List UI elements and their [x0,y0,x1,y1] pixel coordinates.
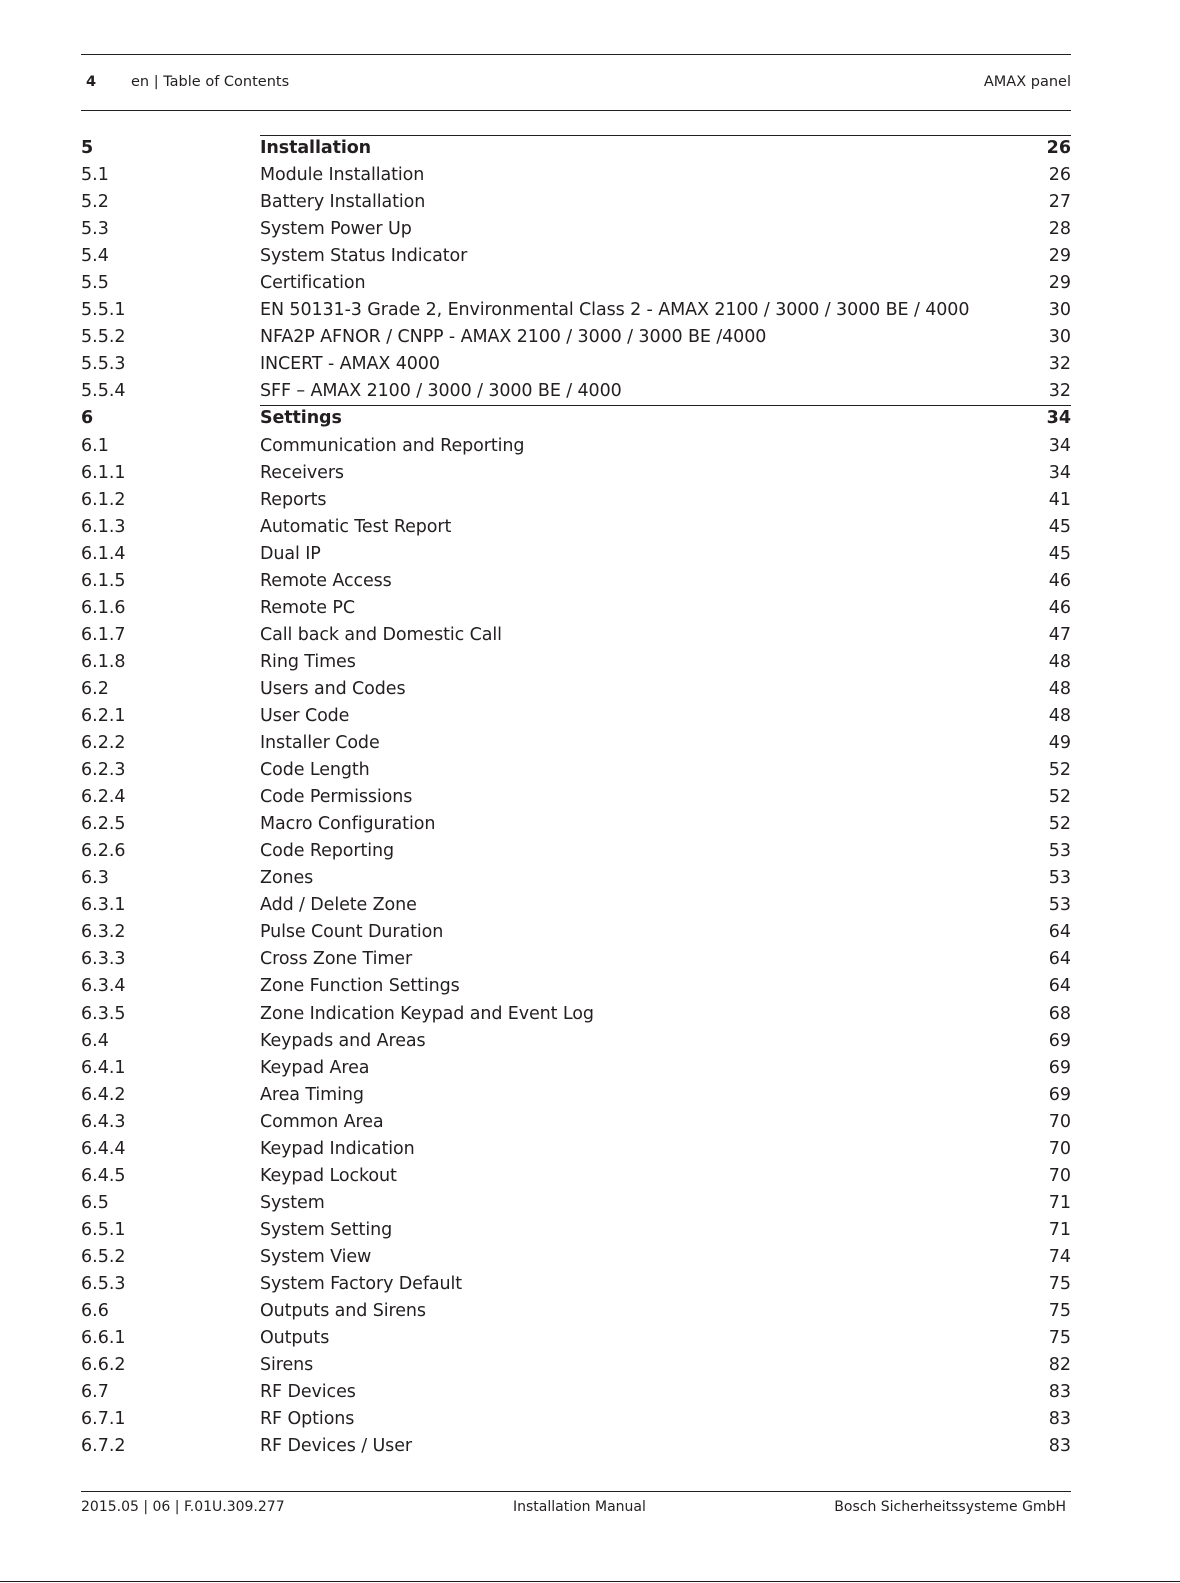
toc-section-title[interactable]: Installer Code [260,733,380,754]
toc-page-number: 75 [1048,1273,1071,1294]
toc-entry-row[interactable] [81,1109,1071,1136]
toc-page-number: 53 [1048,841,1071,862]
toc-entry-row[interactable] [81,541,1071,568]
toc-section-number: 5.1 [81,165,109,186]
toc-section-title[interactable]: Sirens [260,1355,314,1376]
toc-section-title[interactable]: EN 50131-3 Grade 2, Environmental Class 2 - AMAX 2100 / 3000 / 3000 BE / 4000 [260,300,970,321]
toc-page-number: 83 [1048,1436,1071,1457]
product-name: AMAX panel [983,74,1071,90]
toc-page-number: 53 [1048,895,1071,916]
toc-section-title[interactable]: Common Area [260,1111,384,1132]
toc-section-title[interactable]: Battery Installation [260,192,426,213]
toc-section-number: 5.5.1 [81,300,126,321]
toc-section-title[interactable]: Keypad Area [260,1057,370,1078]
toc-entry-row[interactable] [81,865,1071,892]
toc-page-number: 52 [1048,787,1071,808]
toc-section-title[interactable]: Outputs and Sirens [260,1301,426,1322]
toc-section-number: 6.3 [81,868,109,889]
page-edge-rule [0,1581,1180,1582]
toc-section-title[interactable]: Certification [260,273,366,294]
toc-entry-row[interactable] [81,514,1071,541]
toc-entry-row[interactable] [81,351,1071,378]
toc-section-title[interactable]: Zone Function Settings [260,976,460,997]
toc-section-number: 6.2.3 [81,760,126,781]
toc-section-number: 5.5.3 [81,354,126,375]
toc-section-number: 6.6.2 [81,1355,126,1376]
toc-page-number: 26 [1048,165,1071,186]
toc-page-number: 52 [1048,814,1071,835]
toc-page-number: 53 [1048,868,1071,889]
toc-page-number: 52 [1048,760,1071,781]
toc-section-number: 6.4.1 [81,1057,126,1078]
toc-section-title[interactable]: System [260,1192,325,1213]
toc-entry-row[interactable] [81,703,1071,730]
toc-entry-row[interactable] [81,649,1071,676]
toc-entry-row[interactable] [81,1298,1071,1325]
toc-entry-row[interactable] [81,433,1071,460]
toc-entry-row[interactable] [81,757,1071,784]
toc-page-number: 69 [1048,1057,1071,1078]
toc-section-number: 6.2.1 [81,705,126,726]
toc-entry-row[interactable] [81,270,1071,297]
toc-page-number: 49 [1048,733,1071,754]
toc-section-number: 6.2.2 [81,733,126,754]
toc-entry-row[interactable] [81,811,1071,838]
toc-section-number: 6.2.5 [81,814,126,835]
toc-page-number: 71 [1048,1219,1071,1240]
toc-page-number: 32 [1048,381,1071,402]
toc-entry-row[interactable] [81,1028,1071,1055]
toc-section-title[interactable]: Zone Indication Keypad and Event Log [260,1003,594,1024]
toc-section-title[interactable]: Receivers [260,462,344,483]
toc-entry-row[interactable] [81,838,1071,865]
toc-entry-row[interactable] [81,324,1071,351]
toc-section-number: 6.2.4 [81,787,126,808]
toc-section-title[interactable]: Area Timing [260,1084,364,1105]
toc-page-number: 83 [1048,1382,1071,1403]
toc-page-number: 71 [1048,1192,1071,1213]
toc-section-title[interactable]: Cross Zone Timer [260,949,413,970]
toc-section-number: 6.1.2 [81,489,126,510]
toc-entry-row[interactable] [81,622,1071,649]
toc-page-number: 26 [1046,138,1071,158]
toc-page-number: 29 [1048,273,1071,294]
toc-page-number: 48 [1048,705,1071,726]
toc-page-number: 48 [1048,678,1071,699]
toc-section-title[interactable]: Settings [260,408,342,429]
toc-section-number: 5.5 [81,273,109,294]
toc-page-number: 34 [1046,408,1071,429]
toc-section-title[interactable]: Outputs [260,1328,330,1349]
toc-page-number: 30 [1048,327,1071,348]
toc-page-number: 69 [1048,1084,1071,1105]
toc-section-title[interactable]: Macro Configuration [260,814,436,835]
toc-section-title[interactable]: RF Options [260,1409,355,1430]
toc-entry-row[interactable] [81,1136,1071,1163]
toc-entry-row[interactable] [81,1001,1071,1028]
toc-entry-row[interactable] [81,378,1071,405]
toc-section-number: 6.4.3 [81,1111,126,1132]
toc-section-number: 6.1.7 [81,624,126,645]
toc-section-title[interactable]: RF Devices [260,1382,356,1403]
toc-entry-row[interactable] [81,487,1071,514]
document-id: 2015.05 | 06 | F.01U.309.277 [81,1499,285,1515]
toc-section-number: 6.4.2 [81,1084,126,1105]
toc-entry-row[interactable] [81,1406,1071,1433]
toc-page-number: 29 [1048,246,1071,267]
toc-entry-row[interactable] [81,595,1071,622]
toc-entry-row[interactable] [81,216,1071,243]
header-bottom-rule [81,110,1071,111]
toc-entry-row[interactable] [81,460,1071,487]
toc-entry-row[interactable] [81,162,1071,189]
toc-page-number: 75 [1048,1328,1071,1349]
toc-entry-row[interactable] [81,1379,1071,1406]
toc-section-title[interactable]: System Power Up [260,219,412,240]
toc-section-title[interactable]: Call back and Domestic Call [260,624,502,645]
toc-section-title[interactable]: Code Reporting [260,841,395,862]
toc-section-number: 5.2 [81,192,109,213]
toc-section-number: 6.3.3 [81,949,126,970]
toc-page-number: 30 [1048,300,1071,321]
toc-entry-row[interactable] [81,1244,1071,1271]
toc-entry-row[interactable] [81,1082,1071,1109]
toc-section-title[interactable]: SFF – AMAX 2100 / 3000 / 3000 BE / 4000 [260,381,622,402]
toc-section-number: 6.7.2 [81,1436,126,1457]
toc-entry-row[interactable] [81,1190,1071,1217]
toc-section-title[interactable]: Pulse Count Duration [260,922,444,943]
toc-chapter-row[interactable] [81,405,1071,432]
toc-entry-row[interactable] [81,1433,1071,1460]
toc-section-title[interactable]: Keypads and Areas [260,1030,426,1051]
toc-section-title[interactable]: RF Devices / User [260,1436,412,1457]
toc-section-number: 6.3.4 [81,976,126,997]
toc-section-title[interactable]: System View [260,1246,372,1267]
toc-section-number: 6.3.1 [81,895,126,916]
toc-section-title[interactable]: Remote PC [260,597,355,618]
toc-page-number: 74 [1048,1246,1071,1267]
toc-page-number: 45 [1048,543,1071,564]
toc-page-number: 45 [1048,516,1071,537]
toc-section-title[interactable]: Dual IP [260,543,321,564]
toc-page-number: 46 [1048,570,1071,591]
toc-entry-row[interactable] [81,730,1071,757]
toc-entry-row[interactable] [81,973,1071,1000]
toc-section-number: 6.1.3 [81,516,126,537]
toc-section-title[interactable]: Users and Codes [260,678,406,699]
toc-page-number: 69 [1048,1030,1071,1051]
toc-page-number: 34 [1048,435,1071,456]
toc-section-title[interactable]: Automatic Test Report [260,516,452,537]
toc-section-title[interactable]: Code Permissions [260,787,413,808]
toc-section-number: 6.5.2 [81,1246,126,1267]
toc-section-title[interactable]: INCERT - AMAX 4000 [260,354,440,375]
toc-entry-row[interactable] [81,297,1071,324]
toc-entry-row[interactable] [81,1271,1071,1298]
toc-entry-row[interactable] [81,919,1071,946]
toc-section-title[interactable]: Ring Times [260,651,356,672]
toc-section-number: 6.1 [81,435,109,456]
toc-section-title[interactable]: User Code [260,705,350,726]
toc-section-title[interactable]: Zones [260,868,314,889]
company-name: Bosch Sicherheitssysteme GmbH [834,1499,1066,1515]
toc-section-number: 6.2 [81,678,109,699]
toc-entry-row[interactable] [81,243,1071,270]
page-header [81,72,1071,92]
toc-section-number: 6.7.1 [81,1409,126,1430]
toc-section-title[interactable]: Module Installation [260,165,425,186]
toc-section-title[interactable]: Add / Delete Zone [260,895,417,916]
toc-page-number: 34 [1048,462,1071,483]
toc-section-number: 6 [81,408,94,429]
toc-section-number: 5.4 [81,246,109,267]
toc-section-title[interactable]: Code Length [260,760,370,781]
toc-section-number: 6.3.2 [81,922,126,943]
toc-section-number: 6.4.5 [81,1165,126,1186]
toc-section-number: 6.6 [81,1301,109,1322]
toc-entry-row[interactable] [81,1217,1071,1244]
header-top-rule [81,54,1071,55]
toc-section-number: 5 [81,138,94,158]
toc-page-number: 82 [1048,1355,1071,1376]
toc-section-number: 6.5.1 [81,1219,126,1240]
toc-entry-row[interactable] [81,946,1071,973]
toc-section-title[interactable]: Reports [260,489,327,510]
toc-section-title[interactable]: Keypad Lockout [260,1165,397,1186]
toc-section-title[interactable]: System Status Indicator [260,246,468,267]
toc-page-number: 27 [1048,192,1071,213]
section-title: en | Table of Contents [131,74,290,90]
toc-entry-row[interactable] [81,1325,1071,1352]
toc-section-number: 6.4.4 [81,1138,126,1159]
toc-section-number: 6.6.1 [81,1328,126,1349]
toc-section-title[interactable]: Communication and Reporting [260,435,525,456]
toc-section-title[interactable]: NFA2P AFNOR / CNPP - AMAX 2100 / 3000 / 3000 BE /4000 [260,327,767,348]
toc-section-number: 5.5.4 [81,381,126,402]
toc-section-number: 6.1.8 [81,651,126,672]
toc-section-number: 6.1.1 [81,462,126,483]
toc-section-number: 6.4 [81,1030,109,1051]
toc-section-number: 6.5.3 [81,1273,126,1294]
toc-section-number: 6.1.4 [81,543,126,564]
toc-section-title[interactable]: Installation [260,138,372,158]
toc-entry-row[interactable] [81,1163,1071,1190]
toc-page-number: 64 [1048,922,1071,943]
toc-page-number: 47 [1048,624,1071,645]
toc-entry-row[interactable] [81,892,1071,919]
toc-page-number: 48 [1048,651,1071,672]
toc-page-number: 32 [1048,354,1071,375]
toc-page-number: 70 [1048,1165,1071,1186]
toc-section-title[interactable]: System Factory Default [260,1273,463,1294]
toc-page-number: 70 [1048,1138,1071,1159]
toc-page-number: 70 [1048,1111,1071,1132]
toc-page-number: 75 [1048,1301,1071,1322]
toc-section-number: 6.3.5 [81,1003,126,1024]
toc-entry-row[interactable] [81,1352,1071,1379]
toc-section-number: 6.5 [81,1192,109,1213]
toc-page-number: 64 [1048,949,1071,970]
toc-section-title[interactable]: System Setting [260,1219,393,1240]
toc-section-number: 6.2.6 [81,841,126,862]
toc-entry-row[interactable] [81,676,1071,703]
toc-page-number: 46 [1048,597,1071,618]
toc-section-number: 6.1.6 [81,597,126,618]
toc-entry-row[interactable] [81,1055,1071,1082]
toc-page-number: 83 [1048,1409,1071,1430]
toc-entry-row[interactable] [81,568,1071,595]
toc-entry-row[interactable] [81,784,1071,811]
page-number: 4 [86,74,97,90]
toc-section-number: 6.7 [81,1382,109,1403]
toc-section-number: 5.5.2 [81,327,126,348]
toc-page-number: 64 [1048,976,1071,997]
table-of-contents [81,135,1071,1460]
toc-section-title[interactable]: Remote Access [260,570,392,591]
toc-entry-row[interactable] [81,189,1071,216]
toc-section-number: 6.1.5 [81,570,126,591]
toc-section-title[interactable]: Keypad Indication [260,1138,415,1159]
page-footer [81,1497,1071,1517]
toc-chapter-row[interactable] [81,135,1071,162]
footer-rule [81,1491,1071,1492]
document-type: Installation Manual [513,1499,646,1515]
toc-page-number: 41 [1048,489,1071,510]
toc-page-number: 68 [1048,1003,1071,1024]
toc-page-number: 28 [1048,219,1071,240]
toc-section-number: 5.3 [81,219,109,240]
